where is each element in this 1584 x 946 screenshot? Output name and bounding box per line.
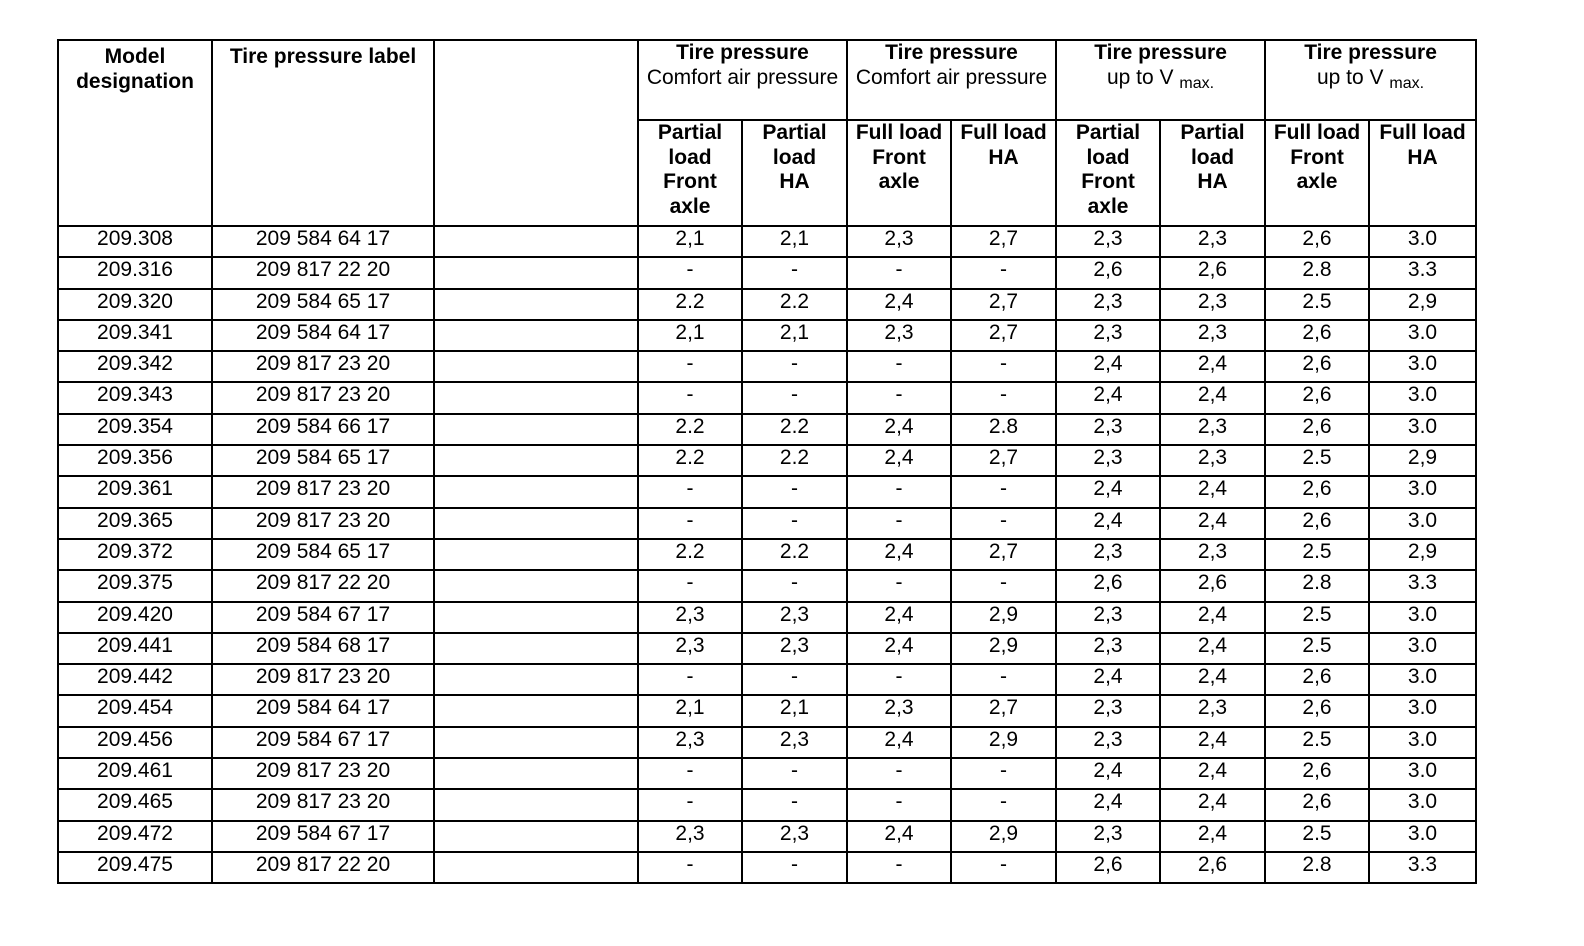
subheader-line: Full load: [960, 121, 1047, 144]
model-cell: 209.308: [58, 226, 212, 257]
subheader-line: HA: [779, 170, 810, 193]
label-cell: 209 584 64 17: [212, 320, 434, 351]
subheader-line: Front: [1081, 170, 1135, 193]
pressure-cell: 2,6: [1265, 414, 1369, 445]
label-cell: 209 817 22 20: [212, 852, 434, 883]
pressure-cell: 2,3: [1160, 289, 1265, 320]
header-blank: [434, 40, 638, 226]
pressure-cell: -: [847, 758, 951, 789]
pressure-cell: -: [638, 570, 742, 601]
pressure-cell: 2.5: [1265, 821, 1369, 852]
pressure-cell: -: [847, 257, 951, 288]
pressure-cell: -: [742, 382, 847, 413]
subheader-line: axle: [669, 194, 711, 218]
subheader-line: HA: [1407, 145, 1438, 169]
pressure-cell: -: [951, 351, 1056, 382]
table-row: [58, 320, 1476, 351]
label-cell: 209 817 23 20: [212, 664, 434, 695]
model-cell: 209.375: [58, 570, 212, 601]
subheader-line: Partial: [657, 121, 723, 144]
table-row: [58, 289, 1476, 320]
subheader-5: [1160, 120, 1265, 226]
pressure-cell: -: [638, 382, 742, 413]
pressure-cell: 2.2: [742, 539, 847, 570]
model-cell: 209.472: [58, 821, 212, 852]
header-group-comfort-full: Tire pressure Comfort air pressure: [847, 40, 1056, 120]
pressure-cell: 2,3: [1056, 695, 1160, 726]
pressure-cell: -: [847, 852, 951, 883]
subheader-3: [951, 120, 1056, 226]
pressure-cell: 2,1: [638, 226, 742, 257]
pressure-cell: -: [951, 476, 1056, 507]
subheader-1: [742, 120, 847, 226]
pressure-cell: 2,3: [1160, 539, 1265, 570]
pressure-cell: 2.2: [742, 414, 847, 445]
pressure-cell: 2,4: [847, 633, 951, 664]
label-cell: 209 584 64 17: [212, 695, 434, 726]
subheader-0: [638, 120, 742, 226]
pressure-cell: 2,4: [1160, 664, 1265, 695]
pressure-cell: 2,1: [742, 226, 847, 257]
pressure-cell: -: [638, 789, 742, 820]
label-cell: 209 817 23 20: [212, 789, 434, 820]
pressure-cell: 3.0: [1369, 758, 1476, 789]
pressure-cell: 2,3: [638, 727, 742, 758]
pressure-cell: 2,3: [1160, 445, 1265, 476]
pressure-cell: 2,4: [1056, 758, 1160, 789]
table-row: [58, 602, 1476, 633]
table-row: [58, 476, 1476, 507]
blank-cell: [434, 727, 638, 758]
model-cell: 209.420: [58, 602, 212, 633]
subheader-2: [847, 120, 951, 226]
subheader-line: load: [1086, 145, 1130, 169]
pressure-cell: 2,3: [847, 695, 951, 726]
pressure-cell: 2,4: [1056, 382, 1160, 413]
pressure-cell: 3.0: [1369, 789, 1476, 820]
pressure-cell: -: [638, 257, 742, 288]
pressure-cell: 2,3: [1056, 539, 1160, 570]
label-cell: 209 584 65 17: [212, 445, 434, 476]
subheader-line: Partial: [1075, 121, 1141, 144]
pressure-cell: 2.5: [1265, 445, 1369, 476]
table-row: [58, 257, 1476, 288]
model-cell: 209.356: [58, 445, 212, 476]
subheader-line: load: [772, 145, 817, 169]
subheader-line: Partial: [1180, 121, 1245, 144]
pressure-cell: 3.0: [1369, 351, 1476, 382]
pressure-cell: 2,4: [847, 539, 951, 570]
pressure-cell: 2,3: [1056, 727, 1160, 758]
pressure-cell: -: [742, 476, 847, 507]
pressure-cell: 2,9: [951, 633, 1056, 664]
pressure-cell: 3.0: [1369, 695, 1476, 726]
pressure-cell: 2,9: [951, 727, 1056, 758]
table-row: [58, 351, 1476, 382]
pressure-cell: 2,4: [1160, 789, 1265, 820]
pressure-cell: 3.0: [1369, 727, 1476, 758]
model-cell: 209.372: [58, 539, 212, 570]
pressure-cell: 2,7: [951, 695, 1056, 726]
subheader-line: Full load: [1273, 121, 1361, 144]
blank-cell: [434, 320, 638, 351]
model-cell: 209.361: [58, 476, 212, 507]
blank-cell: [434, 226, 638, 257]
pressure-cell: 3.3: [1369, 257, 1476, 288]
pressure-cell: 2.5: [1265, 727, 1369, 758]
pressure-cell: 3.0: [1369, 633, 1476, 664]
pressure-cell: 2.5: [1265, 289, 1369, 320]
table-row: [58, 539, 1476, 570]
pressure-cell: -: [742, 852, 847, 883]
pressure-cell: 3.0: [1369, 602, 1476, 633]
pressure-cell: 2.2: [742, 445, 847, 476]
pressure-cell: -: [951, 664, 1056, 695]
subheader-line: HA: [1197, 170, 1228, 193]
label-cell: 209 817 23 20: [212, 351, 434, 382]
header-group-comfort-partial: Tire pressure Comfort air pressure: [638, 40, 847, 120]
blank-cell: [434, 382, 638, 413]
model-cell: 209.442: [58, 664, 212, 695]
subheader-line: HA: [988, 145, 1019, 169]
pressure-cell: 2.2: [638, 289, 742, 320]
pressure-cell: 2,1: [742, 320, 847, 351]
pressure-cell: 2,4: [1160, 821, 1265, 852]
model-cell: 209.342: [58, 351, 212, 382]
subheader-line: Front: [663, 170, 717, 193]
subheader-line: Front: [872, 145, 926, 169]
pressure-cell: 2.5: [1265, 539, 1369, 570]
pressure-cell: 2.2: [742, 289, 847, 320]
pressure-cell: 3.0: [1369, 664, 1476, 695]
table-row: [58, 445, 1476, 476]
subheader-line: Full load: [1379, 121, 1466, 144]
pressure-cell: 3.0: [1369, 476, 1476, 507]
pressure-cell: -: [951, 789, 1056, 820]
pressure-cell: 2,4: [1056, 476, 1160, 507]
pressure-cell: -: [951, 570, 1056, 601]
pressure-cell: 2,3: [742, 602, 847, 633]
pressure-cell: 2,1: [638, 695, 742, 726]
pressure-cell: 2,3: [1160, 695, 1265, 726]
label-cell: 209 817 23 20: [212, 758, 434, 789]
subheader-line: axle: [878, 170, 920, 193]
pressure-cell: 2,4: [1160, 476, 1265, 507]
pressure-cell: -: [638, 351, 742, 382]
pressure-cell: 2,3: [1056, 414, 1160, 445]
model-cell: 209.475: [58, 852, 212, 883]
blank-cell: [434, 570, 638, 601]
pressure-cell: 2.8: [1265, 852, 1369, 883]
model-cell: 209.341: [58, 320, 212, 351]
pressure-cell: 2,6: [1056, 257, 1160, 288]
table-row: [58, 414, 1476, 445]
pressure-cell: 2.8: [1265, 570, 1369, 601]
pressure-cell: 2,1: [742, 695, 847, 726]
pressure-cell: 2,6: [1265, 508, 1369, 539]
header-model-designation: Model designation: [58, 40, 212, 226]
pressure-cell: -: [951, 758, 1056, 789]
pressure-cell: -: [742, 664, 847, 695]
pressure-cell: -: [847, 570, 951, 601]
pressure-cell: 2,3: [1160, 226, 1265, 257]
pressure-cell: 2,6: [1265, 382, 1369, 413]
subheader-7: [1369, 120, 1476, 226]
subheader-line: Full load: [855, 121, 943, 144]
pressure-cell: 2,1: [638, 320, 742, 351]
table-row: [58, 664, 1476, 695]
label-cell: 209 817 23 20: [212, 508, 434, 539]
header-group-vmax-partial: Tire pressure up to V max.: [1056, 40, 1265, 120]
pressure-cell: 3.0: [1369, 414, 1476, 445]
pressure-cell: 3.0: [1369, 226, 1476, 257]
pressure-cell: 2.2: [638, 414, 742, 445]
subheader-4: [1056, 120, 1160, 226]
pressure-cell: 2.5: [1265, 602, 1369, 633]
pressure-cell: -: [742, 351, 847, 382]
header-tire-pressure-label: Tire pressure label: [212, 40, 434, 226]
pressure-cell: 3.0: [1369, 382, 1476, 413]
pressure-cell: 2.2: [638, 445, 742, 476]
blank-cell: [434, 852, 638, 883]
pressure-cell: -: [847, 351, 951, 382]
blank-cell: [434, 508, 638, 539]
blank-cell: [434, 758, 638, 789]
pressure-cell: 2,4: [1056, 789, 1160, 820]
pressure-cell: -: [742, 758, 847, 789]
blank-cell: [434, 664, 638, 695]
pressure-cell: 2,3: [1056, 289, 1160, 320]
header-group-vmax-full: Tire pressure up to V max.: [1265, 40, 1476, 120]
pressure-cell: 2,4: [847, 602, 951, 633]
pressure-cell: 2,6: [1265, 226, 1369, 257]
pressure-cell: 2,4: [1160, 351, 1265, 382]
pressure-cell: 2,7: [951, 445, 1056, 476]
pressure-cell: 2,3: [1056, 320, 1160, 351]
blank-cell: [434, 539, 638, 570]
subheader-line: load: [668, 145, 712, 169]
pressure-cell: 2,3: [1056, 602, 1160, 633]
pressure-cell: 2,6: [1160, 570, 1265, 601]
pressure-cell: 2,3: [1160, 414, 1265, 445]
pressure-cell: 2,9: [1369, 289, 1476, 320]
pressure-cell: 2,6: [1056, 570, 1160, 601]
pressure-cell: 2,3: [1056, 226, 1160, 257]
label-cell: 209 584 65 17: [212, 539, 434, 570]
pressure-cell: 2,3: [1056, 821, 1160, 852]
pressure-cell: 2,3: [847, 226, 951, 257]
tire-pressure-table: [57, 39, 1477, 884]
pressure-cell: 2,6: [1265, 351, 1369, 382]
pressure-cell: 2,9: [951, 821, 1056, 852]
pressure-cell: 2,4: [1056, 508, 1160, 539]
model-cell: 209.456: [58, 727, 212, 758]
model-cell: 209.465: [58, 789, 212, 820]
pressure-cell: -: [951, 852, 1056, 883]
pressure-cell: -: [847, 664, 951, 695]
pressure-cell: 2,6: [1265, 789, 1369, 820]
label-cell: 209 584 64 17: [212, 226, 434, 257]
pressure-cell: 2,6: [1265, 664, 1369, 695]
pressure-cell: 2,4: [847, 727, 951, 758]
label-cell: 209 817 23 20: [212, 476, 434, 507]
pressure-cell: 2,3: [638, 821, 742, 852]
pressure-cell: -: [742, 570, 847, 601]
pressure-cell: 3.0: [1369, 508, 1476, 539]
subheader-line: Partial: [762, 121, 827, 144]
model-cell: 209.441: [58, 633, 212, 664]
pressure-cell: 2,3: [742, 727, 847, 758]
pressure-cell: 2,7: [951, 320, 1056, 351]
pressure-cell: 2,4: [1160, 633, 1265, 664]
pressure-cell: -: [742, 257, 847, 288]
subheader-line: axle: [1296, 170, 1338, 193]
blank-cell: [434, 289, 638, 320]
table-row: [58, 758, 1476, 789]
blank-cell: [434, 602, 638, 633]
pressure-cell: 2.8: [951, 414, 1056, 445]
pressure-cell: -: [742, 789, 847, 820]
label-cell: 209 584 67 17: [212, 602, 434, 633]
blank-cell: [434, 633, 638, 664]
pressure-cell: 2,9: [1369, 445, 1476, 476]
table-row: [58, 789, 1476, 820]
model-cell: 209.454: [58, 695, 212, 726]
pressure-cell: 2,6: [1265, 758, 1369, 789]
model-cell: 209.354: [58, 414, 212, 445]
blank-cell: [434, 476, 638, 507]
pressure-cell: -: [638, 664, 742, 695]
pressure-cell: 2,4: [847, 821, 951, 852]
table-row: [58, 852, 1476, 883]
table-row: [58, 508, 1476, 539]
pressure-cell: -: [847, 789, 951, 820]
blank-cell: [434, 351, 638, 382]
pressure-cell: -: [847, 382, 951, 413]
pressure-cell: 2,3: [638, 602, 742, 633]
subheader-line: Front: [1290, 145, 1344, 169]
pressure-cell: 2,4: [1160, 602, 1265, 633]
label-cell: 209 584 67 17: [212, 821, 434, 852]
label-cell: 209 584 68 17: [212, 633, 434, 664]
pressure-cell: 2,3: [1056, 445, 1160, 476]
model-cell: 209.461: [58, 758, 212, 789]
pressure-cell: 2,6: [1265, 476, 1369, 507]
pressure-cell: 2,3: [742, 821, 847, 852]
label-cell: 209 584 67 17: [212, 727, 434, 758]
label-cell: 209 584 65 17: [212, 289, 434, 320]
pressure-cell: 2,4: [1160, 727, 1265, 758]
pressure-cell: 2,7: [951, 539, 1056, 570]
pressure-cell: -: [638, 508, 742, 539]
pressure-cell: 2,3: [638, 633, 742, 664]
pressure-cell: 3.0: [1369, 821, 1476, 852]
pressure-cell: -: [951, 257, 1056, 288]
blank-cell: [434, 821, 638, 852]
model-cell: 209.343: [58, 382, 212, 413]
blank-cell: [434, 695, 638, 726]
subheader-line: axle: [1087, 194, 1129, 218]
pressure-cell: 2,9: [951, 602, 1056, 633]
label-cell: 209 817 23 20: [212, 382, 434, 413]
table-row: [58, 570, 1476, 601]
table-row: [58, 226, 1476, 257]
pressure-cell: 2.5: [1265, 633, 1369, 664]
pressure-cell: -: [951, 508, 1056, 539]
pressure-cell: 2,9: [1369, 539, 1476, 570]
subheader-6: [1265, 120, 1369, 226]
pressure-cell: 2,6: [1056, 852, 1160, 883]
pressure-cell: -: [638, 476, 742, 507]
pressure-cell: 2,7: [951, 289, 1056, 320]
pressure-cell: 2,3: [742, 633, 847, 664]
pressure-cell: -: [742, 508, 847, 539]
pressure-cell: 2,4: [1056, 664, 1160, 695]
label-cell: 209 817 22 20: [212, 257, 434, 288]
model-cell: 209.320: [58, 289, 212, 320]
model-cell: 209.316: [58, 257, 212, 288]
pressure-cell: 2,6: [1265, 320, 1369, 351]
pressure-cell: -: [847, 476, 951, 507]
label-cell: 209 584 66 17: [212, 414, 434, 445]
blank-cell: [434, 414, 638, 445]
pressure-cell: 2,6: [1265, 695, 1369, 726]
pressure-cell: 2,3: [847, 320, 951, 351]
pressure-cell: 2,4: [1160, 382, 1265, 413]
blank-cell: [434, 789, 638, 820]
table-row: [58, 821, 1476, 852]
pressure-cell: 2,4: [1160, 508, 1265, 539]
model-cell: 209.365: [58, 508, 212, 539]
blank-cell: [434, 257, 638, 288]
table-row: [58, 382, 1476, 413]
subheader-line: load: [1190, 145, 1235, 169]
pressure-cell: 2,4: [847, 445, 951, 476]
table-row: [58, 695, 1476, 726]
pressure-cell: 2.2: [638, 539, 742, 570]
label-cell: 209 817 22 20: [212, 570, 434, 601]
blank-cell: [434, 445, 638, 476]
pressure-cell: 3.0: [1369, 320, 1476, 351]
pressure-cell: 2,6: [1160, 852, 1265, 883]
pressure-cell: -: [638, 758, 742, 789]
pressure-cell: -: [847, 508, 951, 539]
pressure-cell: 3.3: [1369, 852, 1476, 883]
pressure-cell: 3.3: [1369, 570, 1476, 601]
pressure-cell: -: [951, 382, 1056, 413]
table-row: [58, 633, 1476, 664]
pressure-cell: -: [638, 852, 742, 883]
pressure-cell: 2,4: [1160, 758, 1265, 789]
pressure-cell: 2,7: [951, 226, 1056, 257]
pressure-cell: 2,4: [1056, 351, 1160, 382]
pressure-cell: 2,3: [1056, 633, 1160, 664]
pressure-cell: 2,6: [1160, 257, 1265, 288]
pressure-cell: 2,4: [847, 414, 951, 445]
table-row: [58, 727, 1476, 758]
pressure-cell: 2,4: [847, 289, 951, 320]
pressure-cell: 2,3: [1160, 320, 1265, 351]
pressure-cell: 2.8: [1265, 257, 1369, 288]
